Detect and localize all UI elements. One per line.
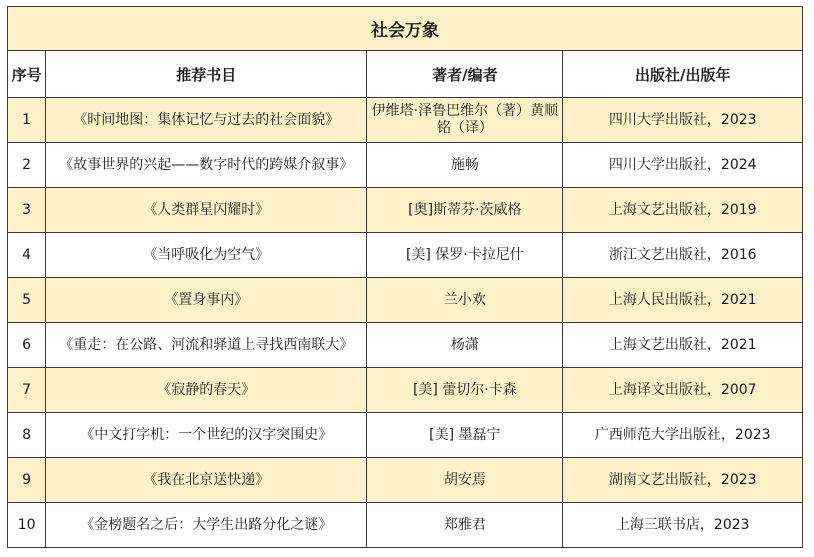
header-author: 著者/编者 [367,51,563,98]
row-author [367,188,563,233]
author-name: 施畅 [450,156,479,173]
row-publisher: 广西师范大学出版社，2023 [563,413,803,458]
row-index: 6 [8,323,46,368]
row-publisher: 上海译文出版社，2007 [563,368,803,413]
row-book [46,458,367,503]
table-row [8,188,803,233]
header-row [8,51,803,98]
row-index: 1 [8,98,46,143]
row-index: 2 [8,143,46,188]
row-index: 4 [8,233,46,278]
row-publisher: 上海人民出版社，2021 [563,278,803,323]
row-author [367,143,563,188]
row-book [46,413,367,458]
row-book [46,503,367,548]
row-book [46,188,367,233]
row-index: 10 [8,503,46,548]
book-title: 《重走：在公路、河流和驿道上寻找西南联大》 [59,336,354,353]
author-name: [奥]斯蒂芬·茨威格 [408,201,522,218]
header-publisher: 出版社/出版年 [563,51,803,98]
book-title: 《当呼吸化为空气》 [143,246,270,263]
row-index: 3 [8,188,46,233]
header-book: 推荐书目 [46,51,367,98]
row-publisher: 浙江文艺出版社，2016 [563,233,803,278]
table-title: 社会万象 [8,7,803,51]
row-index: 9 [8,458,46,503]
row-publisher: 四川大学出版社，2024 [563,143,803,188]
header-index: 序号 [8,51,46,98]
table-row [8,503,803,548]
table-row [8,323,803,368]
row-author [367,323,563,368]
book-title: 《我在北京送快递》 [143,471,270,488]
table-row [8,413,803,458]
author-name: [美] 保罗·卡拉尼什 [405,246,524,263]
row-book [46,278,367,323]
author-name: 兰小欢 [443,291,486,308]
author-name: 胡安焉 [443,471,486,488]
row-book [46,323,367,368]
book-title: 《中文打字机：一个世纪的汉字突围史》 [80,426,333,443]
row-author [367,503,563,548]
row-author [367,98,563,143]
table-row [8,278,803,323]
book-title: 《故事世界的兴起——数字时代的跨媒介叙事》 [59,156,354,173]
author-name: [美] 蕾切尔·卡森 [412,381,517,398]
table-row [8,143,803,188]
row-publisher: 上海文艺出版社，2021 [563,323,803,368]
book-title: 《人类群星闪耀时》 [143,201,270,218]
author-name: 郑雅君 [443,516,486,533]
row-publisher: 四川大学出版社，2023 [563,98,803,143]
row-author [367,413,563,458]
table-row [8,233,803,278]
book-title: 《寂静的春天》 [157,381,256,398]
row-publisher: 上海三联书店，2023 [563,503,803,548]
row-book [46,98,367,143]
row-author [367,458,563,503]
book-title: 《置身事内》 [164,291,249,308]
table-row [8,368,803,413]
row-author [367,278,563,323]
table-row [8,98,803,143]
row-index: 7 [8,368,46,413]
row-book [46,143,367,188]
row-index: 5 [8,278,46,323]
book-title: 《时间地图：集体记忆与过去的社会面貌》 [73,111,340,128]
row-index: 8 [8,413,46,458]
author-name: 杨潇 [450,336,479,353]
row-publisher: 上海文艺出版社，2019 [563,188,803,233]
row-publisher: 湖南文艺出版社，2023 [563,458,803,503]
row-author [367,233,563,278]
row-book [46,368,367,413]
table-row [8,458,803,503]
author-name: [美] 墨磊宁 [429,426,501,443]
row-author [367,368,563,413]
row-book [46,233,367,278]
book-list-table [7,6,803,548]
author-name: 伊维塔·泽鲁巴维尔（著）黄顺铭（译） [371,103,559,136]
book-title: 《金榜题名之后：大学生出路分化之谜》 [80,516,333,533]
